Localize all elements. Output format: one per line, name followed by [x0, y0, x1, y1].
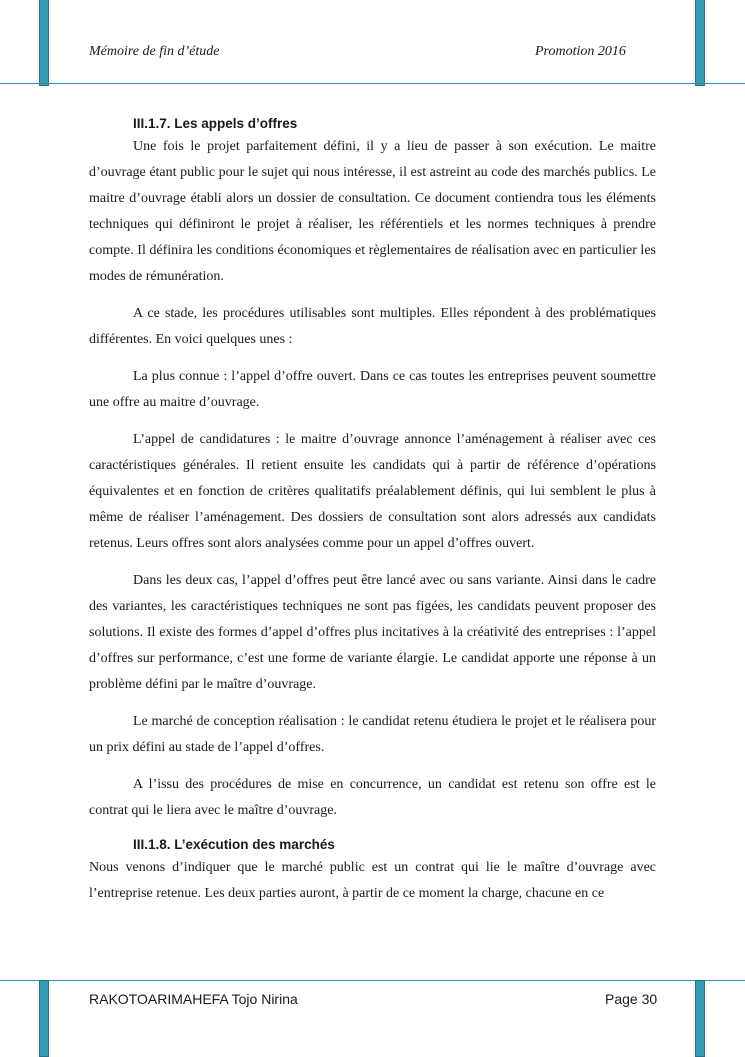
paragraph: A l’issu des procédures de mise en concurrence, un candidat est retenu son offre est le contrat qui le liera avec le maître d’ouvrage.: [89, 777, 656, 818]
page-number: Page 30: [605, 991, 658, 1007]
paragraph: L’appel de candidatures : le maitre d’ouvrage annonce l’aménagement à réaliser avec ces caractéristiques générales. Il retient ensuite les candidats qui à partir de référence d’opérations équivalentes et en fonction de critères qualitatifs préalablement définis, qui lui semblent le plus à même de réaliser l’aménagement. Des dossiers de consultation sont alors adressés aux candidats retenus. Leurs offres sont alors analysées comme pour un appel d’offres ouvert.: [89, 432, 656, 551]
footer-bar-left: [39, 980, 49, 1057]
footer-author: RAKOTOARIMAHEFA Tojo Nirina: [89, 991, 298, 1007]
footer-bar-right: [695, 980, 705, 1057]
paragraph: La plus connue : l’appel d’offre ouvert. Dans ce cas toutes les entreprises peuvent soumettre une offre au maitre d’ouvrage.: [89, 369, 656, 410]
header-rule: [0, 83, 745, 84]
section-heading: III.1.8. L’exécution des marchés: [133, 837, 335, 852]
header-promotion: Promotion 2016: [535, 44, 626, 59]
header-bar-left: [39, 0, 49, 86]
paragraph: A ce stade, les procédures utilisables sont multiples. Elles répondent à des problématiques différentes. En voici quelques unes :: [89, 306, 656, 347]
paragraph: Une fois le projet parfaitement défini, il y a lieu de passer à son exécution. Le maitre d’ouvrage étant public pour le sujet qui nous intéresse, il est astreint au code des marchés publics. Le maitre d’ouvrage établi alors un dossier de consultation. Ce document contiendra tous les éléments techniques qui définiront le projet à réaliser, les référentiels et les normes techniques à prendre compte. Il définira les conditions économiques et règlementaires de réalisation avec en particulier les modes de rémunération.: [89, 139, 656, 284]
header-bar-right: [695, 0, 705, 86]
page-body: [89, 114, 656, 907]
paragraph: Dans les deux cas, l’appel d’offres peut être lancé avec ou sans variante. Ainsi dans le cadre des variantes, les caractéristiques techniques ne sont pas figées, les candidats peuvent proposer des solutions. Il existe des formes d’appel d’offres plus incitatives à la créativité des entreprises : l’appel d’offres sur performance, c’est une forme de variante élargie. Le candidat apporte une réponse à un problème défini par le maître d’ouvrage.: [89, 573, 656, 692]
section-heading: III.1.7. Les appels d’offres: [133, 116, 298, 131]
footer-rule: [0, 980, 745, 981]
paragraph: Le marché de conception réalisation : le candidat retenu étudiera le projet et le réalisera pour un prix défini au stade de l’appel d’offres.: [89, 714, 656, 755]
header-title: Mémoire de fin d’étude: [89, 44, 220, 59]
paragraph: Nous venons d’indiquer que le marché public est un contrat qui lie le maître d’ouvrage avec l’entreprise retenue. Les deux parties auront, à partir de ce moment la charge, chacune en ce: [89, 860, 656, 901]
